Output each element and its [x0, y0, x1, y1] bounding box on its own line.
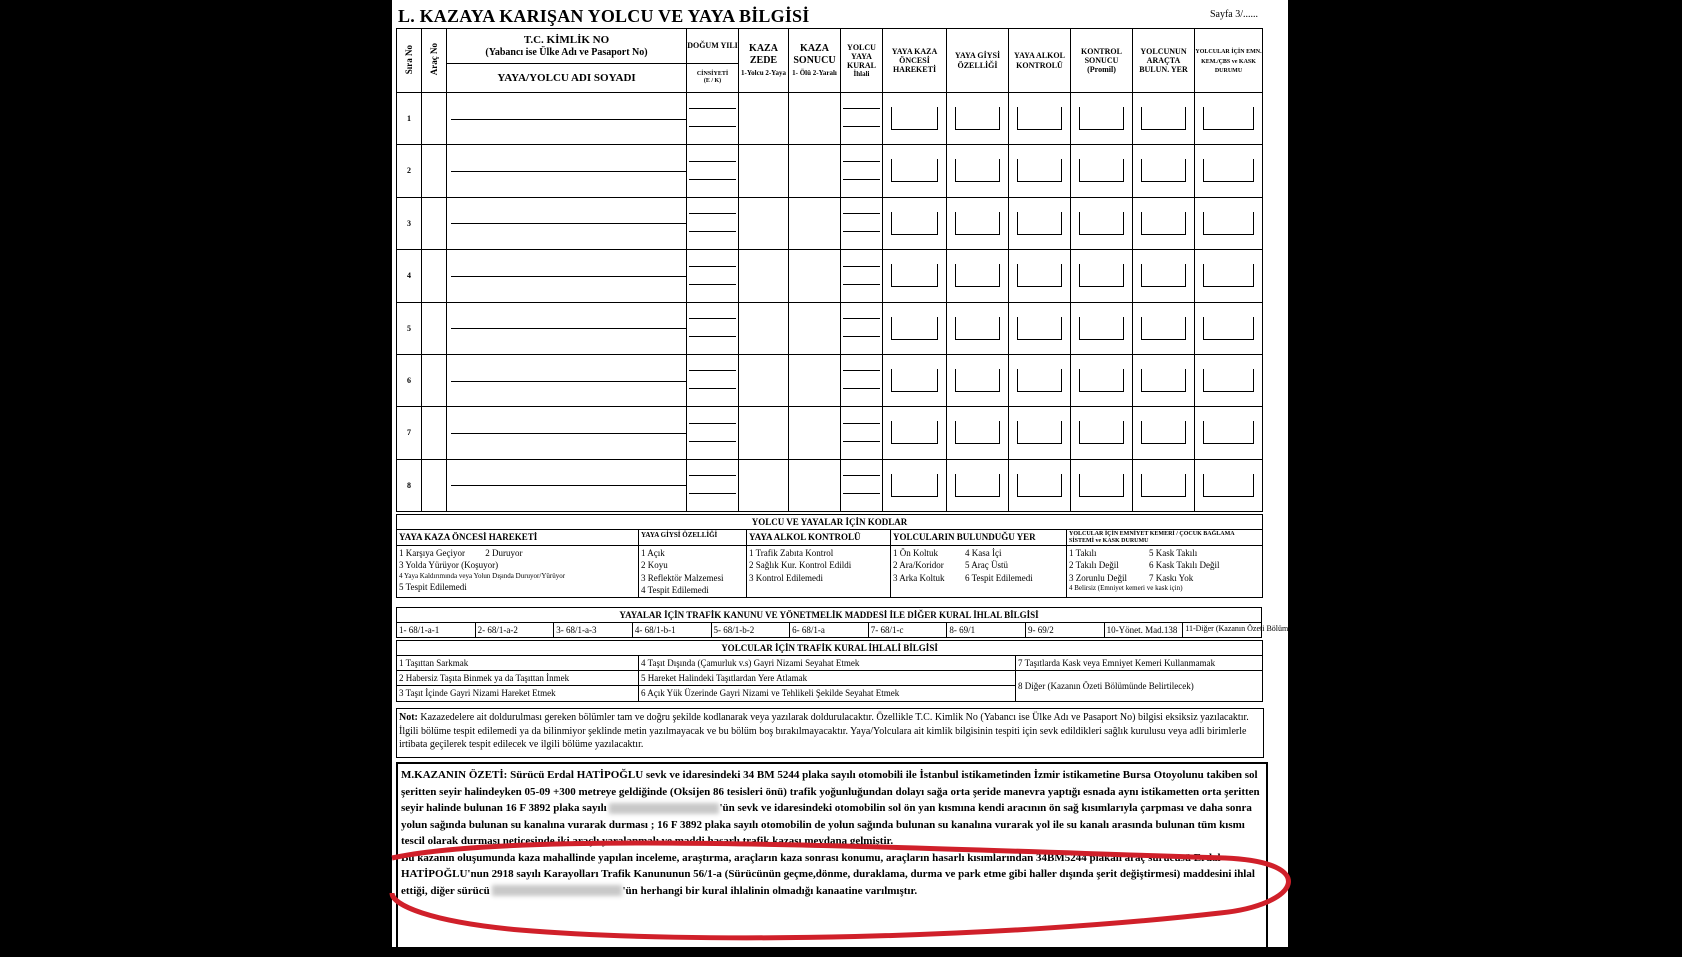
dogum-cinsiyet-field[interactable]	[687, 354, 739, 406]
giysi-code-field[interactable]	[947, 459, 1009, 511]
codes-h-emniyet: YOLCULAR İÇİN EMNİYET KEMERİ / ÇOCUK BAĞLAMA SİSTEMİ ve KASK DURUMU	[1067, 530, 1263, 546]
col-yaya-giysi: YAYA GİYSİ ÖZELLİĞİ	[947, 29, 1009, 93]
kontrol-code-field[interactable]	[1071, 459, 1133, 511]
kontrol-code-field[interactable]	[1071, 93, 1133, 145]
table-row	[397, 145, 1263, 197]
tc-name-field[interactable]	[447, 145, 687, 197]
hareket-code-field[interactable]	[883, 302, 947, 354]
dogum-cinsiyet-field[interactable]	[687, 93, 739, 145]
row-number: 8	[397, 459, 422, 511]
yer-code-field[interactable]	[1133, 197, 1195, 249]
dogum-cinsiyet-field[interactable]	[687, 302, 739, 354]
table-row	[397, 93, 1263, 145]
pedestrian-violation-title: YAYALAR İÇİN TRAFİK KANUNU VE YÖNETMELİK MADDESİ İLE DİĞER KURAL İHLAL BİLGİSİ	[397, 608, 1262, 623]
alkol-code-field[interactable]	[1009, 197, 1071, 249]
table-row	[397, 354, 1263, 406]
pedestrian-violation-item: 3- 68/1-a-3	[554, 623, 633, 638]
codes-h-alkol: YAYA ALKOL KONTROLÜ	[747, 530, 891, 546]
codes-yer-list: 1 Ön Koltuk 4 Kasa İçi 2 Ara/Koridor 5 Araç Üstü 3 Arka Koltuk 6 Tespit Edilemedi	[891, 546, 1067, 598]
hareket-code-field[interactable]	[883, 145, 947, 197]
row-number: 4	[397, 250, 422, 302]
note-label: Not:	[399, 712, 418, 723]
alkol-code-field[interactable]	[1009, 302, 1071, 354]
hareket-code-field[interactable]	[883, 93, 947, 145]
kontrol-code-field[interactable]	[1071, 250, 1133, 302]
table-row	[397, 250, 1263, 302]
row-number: 2	[397, 145, 422, 197]
codes-giysi-list: 1 Açık 2 Koyu 3 Reflektör Malzemesi 4 Tespit Edilemedi	[639, 546, 747, 598]
giysi-code-field[interactable]	[947, 354, 1009, 406]
kural-field[interactable]	[841, 197, 883, 249]
col-tc-kimlik: T.C. KİMLİK NO (Yabancı ise Ülke Adı ve Pasaport No)	[447, 29, 687, 64]
yer-code-field[interactable]	[1133, 250, 1195, 302]
emniyet-code-field[interactable]	[1195, 93, 1263, 145]
yer-code-field[interactable]	[1133, 302, 1195, 354]
arac-no-field[interactable]	[422, 407, 447, 459]
pedestrian-violation-item: 8- 69/1	[947, 623, 1026, 638]
dogum-cinsiyet-field[interactable]	[687, 459, 739, 511]
redacted-name	[492, 885, 622, 896]
violation-6: 6 Açık Yük Üzerinde Gayri Nizami ve Tehlikeli Şekilde Seyahat Etmek	[639, 686, 1016, 701]
arac-no-field[interactable]	[422, 197, 447, 249]
emniyet-code-field[interactable]	[1195, 302, 1263, 354]
col-yaya-hareket: YAYA KAZA ÖNCESİ HAREKETİ	[883, 29, 947, 93]
hareket-code-field[interactable]	[883, 459, 947, 511]
alkol-code-field[interactable]	[1009, 354, 1071, 406]
arac-no-field[interactable]	[422, 250, 447, 302]
arac-no-field[interactable]	[422, 354, 447, 406]
yer-code-field[interactable]	[1133, 354, 1195, 406]
kontrol-code-field[interactable]	[1071, 354, 1133, 406]
hareket-code-field[interactable]	[883, 407, 947, 459]
page-number: Sayfa 3/......	[1209, 9, 1258, 20]
kaza-sonucu-field[interactable]	[789, 93, 841, 145]
accident-report-page	[392, 0, 1346, 947]
alkol-code-field[interactable]	[1009, 407, 1071, 459]
tc-name-field[interactable]	[447, 302, 687, 354]
col-arac-no: Araç No	[422, 29, 447, 93]
note-text: Kazazedelere ait doldurulması gereken bölümler tam ve doğru şekilde kodlanarak veya yazılarak doldurulacaktır. Özellikle T.C. Kimlik No (Yabancı ise Ülke Adı ve Pasaport No) bilgisi eksiksiz yazılacaktır. İlgili bölüme tespit edilemedi ya da bilinmiyor şeklinde metin yazılmayacak ve bu bölüm boş bırakılmayacaktır. Yaya/Yolculara ait kimlik bilgisinin tespiti için sevk edildikleri sağlık kurulusu veya adli birimlerle irtibata geçilerek tespit edilecek ve ilgili bölüme yazılacaktır.	[399, 712, 1249, 750]
pedestrian-violation-item: 6- 68/1-a	[790, 623, 869, 638]
col-sira-no: Sıra No	[397, 29, 422, 93]
hareket-code-field[interactable]	[883, 354, 947, 406]
codes-h-giysi: YAYA GİYSİ ÖZELLİĞİ	[639, 530, 747, 546]
hareket-code-field[interactable]	[883, 250, 947, 302]
passenger-violation-title: YOLCULAR İÇİN TRAFİK KURAL İHLALİ BİLGİSİ	[397, 641, 1263, 656]
kontrol-code-field[interactable]	[1071, 197, 1133, 249]
kaza-sonucu-field[interactable]	[789, 197, 841, 249]
codes-title: YOLCU VE YAYALAR İÇİN KODLAR	[397, 515, 1263, 530]
kaza-sonucu-field[interactable]	[789, 407, 841, 459]
violation-7: 7 Taşıtlarda Kask veya Emniyet Kemeri Kullanmamak	[1016, 656, 1263, 671]
kontrol-code-field[interactable]	[1071, 302, 1133, 354]
giysi-code-field[interactable]	[947, 93, 1009, 145]
kural-field[interactable]	[841, 459, 883, 511]
col-kontrol-sonucu: KONTROL SONUCU (Promil)	[1071, 29, 1133, 93]
kazazede-field[interactable]	[739, 302, 789, 354]
emniyet-code-field[interactable]	[1195, 354, 1263, 406]
giysi-code-field[interactable]	[947, 250, 1009, 302]
violation-4: 4 Taşıt Dışında (Çamurluk v.s) Gayri Nizami Seyahat Etmek	[639, 656, 1016, 671]
arac-no-field[interactable]	[422, 145, 447, 197]
accident-summary	[396, 762, 1268, 957]
violation-8: 8 Diğer (Kazanın Özeti Bölümünde Belirtilecek)	[1016, 671, 1263, 701]
kural-field[interactable]	[841, 145, 883, 197]
yer-code-field[interactable]	[1133, 93, 1195, 145]
kazazede-field[interactable]	[739, 459, 789, 511]
pedestrian-violation-item: 10-Yönet. Mad.138	[1104, 623, 1183, 638]
col-kaza-sonucu: KAZA SONUCU 1- Ölü 2-Yaralı	[789, 29, 841, 93]
arac-no-field[interactable]	[422, 459, 447, 511]
dogum-cinsiyet-field[interactable]	[687, 407, 739, 459]
note-box	[396, 708, 1264, 758]
summary-label: M.KAZANIN ÖZETİ:	[401, 769, 508, 781]
kontrol-code-field[interactable]	[1071, 145, 1133, 197]
kaza-sonucu-field[interactable]	[789, 459, 841, 511]
row-number: 6	[397, 354, 422, 406]
passenger-pedestrian-table	[396, 28, 1263, 512]
yer-code-field[interactable]	[1133, 145, 1195, 197]
tc-name-field[interactable]	[447, 407, 687, 459]
tc-name-field[interactable]	[447, 197, 687, 249]
dogum-cinsiyet-field[interactable]	[687, 145, 739, 197]
kazazede-field[interactable]	[739, 250, 789, 302]
col-dogum-yili: DOĞUM YILI	[687, 29, 739, 64]
pedestrian-violation-table	[396, 607, 1346, 638]
section-title: L. KAZAYA KARIŞAN YOLCU VE YAYA BİLGİSİ	[398, 6, 810, 26]
kazazede-field[interactable]	[739, 407, 789, 459]
kural-field[interactable]	[841, 302, 883, 354]
emniyet-code-field[interactable]	[1195, 145, 1263, 197]
alkol-code-field[interactable]	[1009, 459, 1071, 511]
arac-no-field[interactable]	[422, 93, 447, 145]
tc-name-field[interactable]	[447, 354, 687, 406]
col-emniyet-kemeri: YOLCULAR İÇİN EMN. KEM./ÇBS ve KASK DURUMU	[1195, 29, 1263, 93]
row-number: 1	[397, 93, 422, 145]
row-number: 3	[397, 197, 422, 249]
violation-5: 5 Hareket Halindeki Taşıtlardan Yere Atlamak	[639, 671, 1016, 686]
violation-2: 2 Habersiz Taşıta Binmek ya da Taşıttan İnmek	[397, 671, 639, 686]
kural-field[interactable]	[841, 354, 883, 406]
kazazede-field[interactable]	[739, 354, 789, 406]
emniyet-code-field[interactable]	[1195, 459, 1263, 511]
passenger-violation-table	[396, 640, 1263, 702]
kural-field[interactable]	[841, 93, 883, 145]
hareket-code-field[interactable]	[883, 197, 947, 249]
codes-h-hareket: YAYA KAZA ÖNCESİ HAREKETİ	[397, 530, 639, 546]
kontrol-code-field[interactable]	[1071, 407, 1133, 459]
pedestrian-violation-item: 2- 68/1-a-2	[475, 623, 554, 638]
kazazede-field[interactable]	[739, 145, 789, 197]
pedestrian-violation-item: 9- 69/2	[1026, 623, 1105, 638]
codes-table	[396, 514, 1263, 598]
col-adi-soyadi: YAYA/YOLCU ADI SOYADI	[447, 64, 687, 93]
alkol-code-field[interactable]	[1009, 250, 1071, 302]
violation-3: 3 Taşıt İçinde Gayri Nizami Hareket Etmek	[397, 686, 639, 701]
tc-name-field[interactable]	[447, 250, 687, 302]
alkol-code-field[interactable]	[1009, 93, 1071, 145]
dogum-cinsiyet-field[interactable]	[687, 197, 739, 249]
emniyet-code-field[interactable]	[1195, 197, 1263, 249]
pedestrian-violation-item: 11-Diğer (Kazanın Özeti Bölümünde Belirtilecek)	[1183, 623, 1262, 638]
codes-alkol-list: 1 Trafik Zabıta Kontrol 2 Sağlık Kur. Kontrol Edildi 3 Kontrol Edilemedi	[747, 546, 891, 598]
table-row	[397, 459, 1263, 511]
giysi-code-field[interactable]	[947, 145, 1009, 197]
giysi-code-field[interactable]	[947, 197, 1009, 249]
pedestrian-violation-item: 7- 68/1-c	[868, 623, 947, 638]
kaza-sonucu-field[interactable]	[789, 250, 841, 302]
kaza-sonucu-field[interactable]	[789, 145, 841, 197]
row-number: 5	[397, 302, 422, 354]
table-row	[397, 197, 1263, 249]
codes-emniyet-list: 1 Takılı 5 Kask Takılı 2 Takılı Değil 6 Kask Takılı Değil 3 Zorunlu Değil 7 Kaskı Yok 4 Belirsiz (Emniyet kemeri ve kask için)	[1067, 546, 1263, 598]
kazazede-field[interactable]	[739, 197, 789, 249]
arac-no-field[interactable]	[422, 302, 447, 354]
violation-1: 1 Taşıttan Sarkmak	[397, 656, 639, 671]
kaza-sonucu-field[interactable]	[789, 302, 841, 354]
kural-field[interactable]	[841, 407, 883, 459]
col-arac-yeri: YOLCUNUN ARAÇTA BULUN. YER	[1133, 29, 1195, 93]
col-yaya-alkol: YAYA ALKOL KONTROLÜ	[1009, 29, 1071, 93]
codes-h-yer: YOLCULARIN BULUNDUĞU YER	[891, 530, 1067, 546]
codes-hareket-list: 1 Karşıya Geçiyor 2 Duruyor 3 Yolda Yürüyor (Koşuyor) 4 Yaya Kaldırımında veya Yolun Dışında Duruyor/Yürüyor 5 Tespit Edilemedi	[397, 546, 639, 598]
table-row	[397, 407, 1263, 459]
summary-paragraph-2: Bu kazanın oluşumunda kaza mahallinde yapılan inceleme, araştırma, araçların kaza sonrası konumu, araçların hasarlı kısımlarından 34BM5244 plakalı araç sürücüsü Erdal HATİPOĞLU'nun 2918 sayılı Karayolları Trafik Kanununun 56/1-a (Sürücünün geçme,dönme, duraklama, durma ve park etme gibi haller dışında şerit değiştirmesi) maddesini ihlal ettiği, diğer sürücü 'ün herhangi bir kural ihlalinin olmadığı kanaatine varılmıştır.	[401, 851, 1255, 897]
yer-code-field[interactable]	[1133, 407, 1195, 459]
redacted-name	[609, 803, 719, 814]
pedestrian-violation-item: 5- 68/1-b-2	[711, 623, 790, 638]
pedestrian-violation-item: 1- 68/1-a-1	[397, 623, 476, 638]
table-row	[397, 302, 1263, 354]
giysi-code-field[interactable]	[947, 302, 1009, 354]
tc-name-field[interactable]	[447, 93, 687, 145]
tc-name-field[interactable]	[447, 459, 687, 511]
yer-code-field[interactable]	[1133, 459, 1195, 511]
summary-paragraph-1: M.KAZANIN ÖZETİ: Sürücü Erdal HATİPOĞLU sevk ve idaresindeki 34 BM 5244 plaka sayılı otomobili ile İstanbul istikametinden İzmir istikametine Bursa Otoyolunu takiben sol şeritten seyir halindeyken 05-09 +300 metreye geldiğinde (Oksijen 86 tesisleri önü) trafik yoğunluğundan dolayı sağa orta şeride manevra yaptığı esnada aynı istikametten orta şeritten seyir halinde bulunan 16 F 3892 plaka sayılı 'ün sevk ve idaresindeki otomobilin sol ön yan kısmına kendi aracının ön sağ kısımlarıyla çarpması ve daha sonra yolun sağında bulunan su kanalına vurarak durması ; 16 F 3892 plaka sayılı otomobilin de yolun sağında bulunan su kanalına vurarak yol ile su kanalı arasında bulunan tüm kısmı tescil olarak durması neticesinde iki araçlı yaralanmalı ve maddi hasarlı trafik kazası meydana gelmiştir.	[401, 769, 1260, 847]
dogum-cinsiyet-field[interactable]	[687, 250, 739, 302]
kaza-sonucu-field[interactable]	[789, 354, 841, 406]
col-kazazede: KAZA ZEDE 1-Yolcu 2-Yaya	[739, 29, 789, 93]
col-cinsiyet: CİNSİYETİ (E / K)	[687, 64, 739, 93]
pedestrian-violation-item: 4- 68/1-b-1	[632, 623, 711, 638]
kural-field[interactable]	[841, 250, 883, 302]
emniyet-code-field[interactable]	[1195, 407, 1263, 459]
emniyet-code-field[interactable]	[1195, 250, 1263, 302]
row-number: 7	[397, 407, 422, 459]
col-kural: YOLCU YAYA KURAL İhlali	[841, 29, 883, 93]
giysi-code-field[interactable]	[947, 407, 1009, 459]
alkol-code-field[interactable]	[1009, 145, 1071, 197]
kazazede-field[interactable]	[739, 93, 789, 145]
